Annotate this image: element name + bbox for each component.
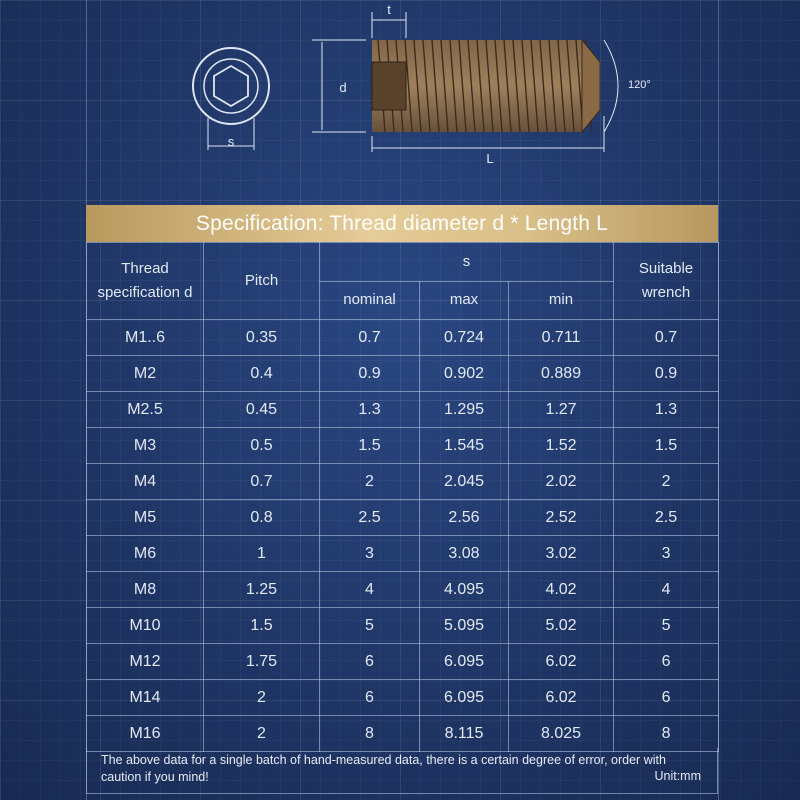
table-row — [87, 680, 719, 716]
cell-s-max: 6.095 — [420, 680, 509, 716]
cell-s-max: 0.902 — [420, 356, 509, 392]
cell-s-nominal: 6 — [320, 680, 420, 716]
cell-pitch: 1.25 — [204, 572, 320, 608]
cell-s-min: 6.02 — [509, 680, 614, 716]
table-row — [87, 644, 719, 680]
cell-pitch: 1.75 — [204, 644, 320, 680]
dim-label-angle: 120° — [628, 79, 651, 91]
cell-thread-spec: M5 — [87, 500, 204, 536]
cell-wrench: 2.5 — [614, 500, 719, 536]
cell-s-min: 0.889 — [509, 356, 614, 392]
cell-s-nominal: 1.3 — [320, 392, 420, 428]
table-row — [87, 608, 719, 644]
dim-label-d: d — [339, 80, 347, 95]
table-row — [87, 320, 719, 356]
cell-s-max: 1.295 — [420, 392, 509, 428]
cell-thread-spec: M14 — [87, 680, 204, 716]
cell-s-min: 1.52 — [509, 428, 614, 464]
table-row — [87, 428, 719, 464]
table-row — [87, 536, 719, 572]
cell-s-max: 0.724 — [420, 320, 509, 356]
cell-wrench: 2 — [614, 464, 719, 500]
cell-wrench: 5 — [614, 608, 719, 644]
cell-s-min: 2.52 — [509, 500, 614, 536]
cell-thread-spec: M3 — [87, 428, 204, 464]
cell-s-min: 2.02 — [509, 464, 614, 500]
cell-s-min: 0.711 — [509, 320, 614, 356]
dim-label-L: L — [486, 151, 494, 166]
cell-thread-spec: M2.5 — [87, 392, 204, 428]
cell-s-nominal: 6 — [320, 644, 420, 680]
table-row — [87, 716, 719, 752]
cell-thread-spec: M10 — [87, 608, 204, 644]
cell-s-max: 8.115 — [420, 716, 509, 752]
cell-thread-spec: M12 — [87, 644, 204, 680]
cell-pitch: 0.35 — [204, 320, 320, 356]
cell-s-max: 4.095 — [420, 572, 509, 608]
cell-s-max: 6.095 — [420, 644, 509, 680]
cell-wrench: 8 — [614, 716, 719, 752]
cell-thread-spec: M1..6 — [87, 320, 204, 356]
cell-s-nominal: 2 — [320, 464, 420, 500]
cell-s-nominal: 1.5 — [320, 428, 420, 464]
cell-pitch: 1.5 — [204, 608, 320, 644]
cell-wrench: 1.3 — [614, 392, 719, 428]
cell-s-min: 5.02 — [509, 608, 614, 644]
cell-wrench: 0.7 — [614, 320, 719, 356]
table-row — [87, 392, 719, 428]
cell-s-min: 8.025 — [509, 716, 614, 752]
cell-s-min: 4.02 — [509, 572, 614, 608]
cell-s-min: 1.27 — [509, 392, 614, 428]
header-s: s — [320, 243, 614, 282]
spec-table — [86, 242, 719, 752]
cell-s-nominal: 0.7 — [320, 320, 420, 356]
spec-title-bar: Specification: Thread diameter d * Length L — [86, 205, 718, 242]
cell-s-max: 1.545 — [420, 428, 509, 464]
table-row — [87, 464, 719, 500]
cell-pitch: 0.45 — [204, 392, 320, 428]
cell-pitch: 0.5 — [204, 428, 320, 464]
cell-s-nominal: 5 — [320, 608, 420, 644]
spec-table-body — [87, 320, 719, 752]
cell-wrench: 4 — [614, 572, 719, 608]
cell-s-max: 2.045 — [420, 464, 509, 500]
cell-s-max: 5.095 — [420, 608, 509, 644]
cell-pitch: 0.7 — [204, 464, 320, 500]
cell-s-min: 3.02 — [509, 536, 614, 572]
cell-thread-spec: M6 — [87, 536, 204, 572]
cell-pitch: 1 — [204, 536, 320, 572]
cell-pitch: 2 — [204, 680, 320, 716]
table-row — [87, 572, 719, 608]
dim-label-t: t — [387, 2, 391, 17]
unit-label: Unit:mm — [654, 769, 701, 783]
dim-label-s: s — [227, 134, 235, 149]
cell-thread-spec: M8 — [87, 572, 204, 608]
cell-s-nominal: 4 — [320, 572, 420, 608]
cell-thread-spec: M16 — [87, 716, 204, 752]
cell-s-max: 3.08 — [420, 536, 509, 572]
cell-pitch: 2 — [204, 716, 320, 752]
cell-s-max: 2.56 — [420, 500, 509, 536]
footnote — [86, 748, 718, 794]
cell-s-nominal: 3 — [320, 536, 420, 572]
cell-wrench: 1.5 — [614, 428, 719, 464]
cell-pitch: 0.4 — [204, 356, 320, 392]
cell-pitch: 0.8 — [204, 500, 320, 536]
cell-s-nominal: 8 — [320, 716, 420, 752]
table-row — [87, 500, 719, 536]
cell-wrench: 6 — [614, 644, 719, 680]
cell-wrench: 3 — [614, 536, 719, 572]
header-min: min — [509, 281, 614, 320]
header-wrench: Suitable wrench — [614, 243, 719, 320]
cell-thread-spec: M2 — [87, 356, 204, 392]
header-thread-spec: Thread specification d — [87, 243, 204, 320]
cell-wrench: 0.9 — [614, 356, 719, 392]
side-view — [312, 2, 651, 166]
cell-wrench: 6 — [614, 680, 719, 716]
set-screw-diagram — [0, 0, 800, 200]
footnote-text: The above data for a single batch of hand-measured data, there is a certain degree of error, order with caution if you mind! — [101, 753, 666, 784]
header-nominal: nominal — [320, 281, 420, 320]
cell-s-nominal: 2.5 — [320, 500, 420, 536]
cell-s-min: 6.02 — [509, 644, 614, 680]
table-row — [87, 356, 719, 392]
header-max: max — [420, 281, 509, 320]
end-view — [193, 48, 269, 150]
header-pitch: Pitch — [204, 243, 320, 320]
cell-thread-spec: M4 — [87, 464, 204, 500]
cell-s-nominal: 0.9 — [320, 356, 420, 392]
